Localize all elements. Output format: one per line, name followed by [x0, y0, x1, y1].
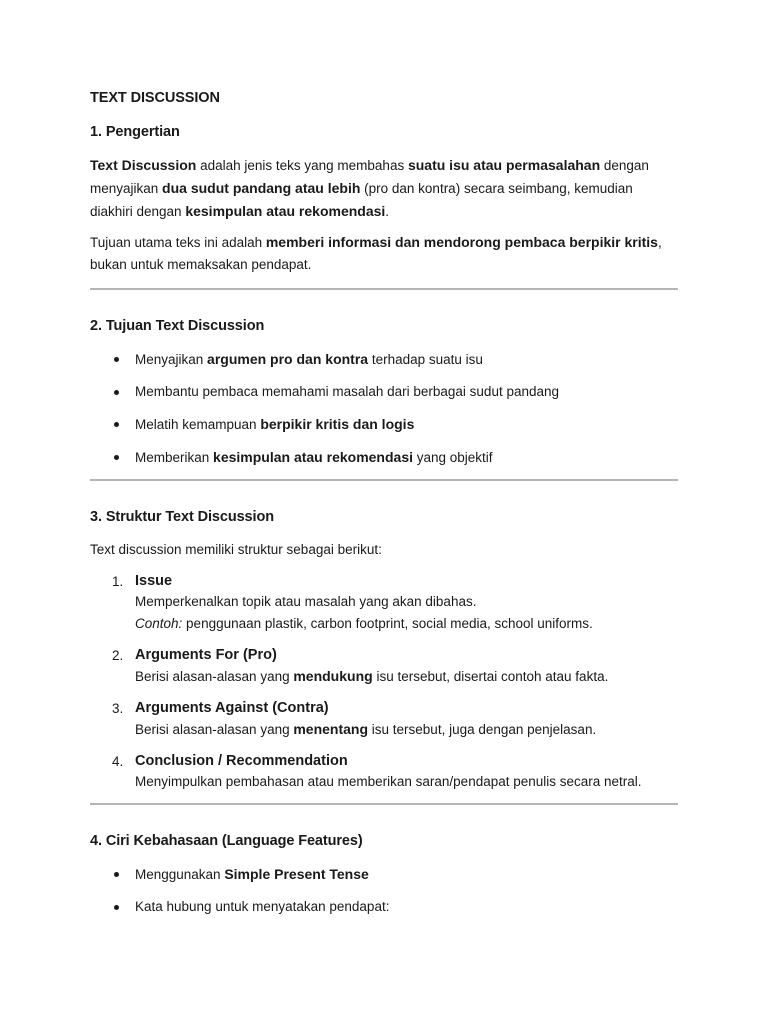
bold-term: kesimpulan atau rekomendasi: [213, 449, 413, 465]
text-run: dengan menyajikan: [90, 158, 649, 196]
bold-term: Simple Present Tense: [224, 866, 369, 882]
text-run: Membantu pembaca memahami masalah dari berbagai sudut pandang: [135, 384, 560, 399]
bold-term: berpikir kritis dan logis: [260, 416, 415, 432]
step-example: [135, 613, 678, 635]
document-page: [90, 88, 678, 928]
text-run: Kata hubung untuk menyatakan pendapat:: [135, 899, 390, 914]
bold-term: suatu isu atau permasalahan: [407, 157, 601, 173]
text-run: Memberikan: [135, 450, 214, 465]
list-number: 4.: [112, 754, 124, 769]
paragraph-structure-intro: Text discussion memiliki struktur sebagai berikut:: [90, 542, 382, 557]
step-description: Memperkenalkan topik atau masalah yang akan dibahas.: [135, 594, 477, 609]
bullet-icon: [114, 422, 119, 427]
section-heading-pengertian: 1. Pengertian: [90, 124, 180, 140]
bullet-icon: [114, 390, 119, 395]
text-run: (pro dan kontra) secara seimbang, kemudian diakhiri dengan: [90, 181, 633, 219]
bullet-list-ciri: [90, 863, 678, 918]
step-description: [135, 665, 678, 688]
text-run: Menyajikan: [135, 352, 208, 367]
text-run: .: [385, 204, 390, 219]
bullet-icon: [114, 357, 119, 362]
step-title: Issue: [135, 573, 173, 589]
list-item: [90, 381, 678, 403]
step-title: Arguments Against (Contra): [135, 700, 329, 716]
text-run: Melatih kemampuan: [135, 417, 261, 432]
text-run: isu tersebut, juga dengan penjelasan.: [368, 722, 597, 737]
bold-term: Text Discussion: [90, 157, 197, 173]
horizontal-divider: [90, 803, 678, 805]
bullet-icon: [114, 455, 119, 460]
text-run: terhadap suatu isu: [368, 352, 483, 367]
list-item: [90, 645, 678, 688]
bullet-list-tujuan: [90, 348, 678, 469]
paragraph-definition: [90, 154, 678, 223]
bold-term: argumen pro dan kontra: [207, 351, 369, 367]
list-item: [90, 413, 678, 436]
text-run: Berisi alasan-alasan yang: [135, 669, 294, 684]
text-run: Tujuan utama teks ini adalah: [90, 235, 266, 250]
example-label: Contoh:: [135, 616, 183, 631]
list-item: [90, 896, 678, 918]
list-number: 1.: [112, 574, 124, 589]
text-run: Berisi alasan-alasan yang: [135, 722, 294, 737]
horizontal-divider: [90, 479, 678, 481]
text-run: , bukan untuk memaksakan pendapat.: [90, 235, 662, 272]
text-run: adalah jenis teks yang membahas: [196, 158, 408, 173]
list-item: [90, 751, 678, 793]
step-title: Arguments For (Pro): [135, 647, 277, 663]
bold-term: memberi informasi dan mendorong pembaca berpikir kritis: [265, 234, 658, 250]
document-title: TEXT DISCUSSION: [90, 90, 220, 106]
bold-term: mendukung: [293, 668, 373, 684]
text-run: yang objektif: [413, 450, 493, 465]
text-run: Menggunakan: [135, 867, 225, 882]
step-description: [135, 718, 678, 741]
section-heading-tujuan: 2. Tujuan Text Discussion: [90, 318, 265, 334]
text-run: isu tersebut, disertai contoh atau fakta.: [372, 669, 609, 684]
bullet-icon: [114, 905, 119, 910]
bold-term: dua sudut pandang atau lebih: [162, 180, 361, 196]
step-description: Menyimpulkan pembahasan atau memberikan saran/pendapat penulis secara netral.: [135, 774, 642, 789]
step-title: Conclusion / Recommendation: [135, 753, 348, 769]
bold-term: kesimpulan atau rekomendasi: [185, 203, 386, 219]
list-item: [90, 698, 678, 741]
list-number: 3.: [112, 701, 124, 716]
list-item: [90, 571, 678, 635]
text-run: penggunaan plastik, carbon footprint, social media, school uniforms.: [182, 616, 593, 631]
paragraph-purpose: [90, 231, 678, 276]
list-item: [90, 863, 678, 886]
bullet-icon: [114, 872, 119, 877]
section-heading-struktur: 3. Struktur Text Discussion: [90, 509, 274, 525]
horizontal-divider: [90, 288, 678, 290]
list-item: [90, 348, 678, 371]
numbered-list-struktur: [90, 571, 678, 793]
list-number: 2.: [112, 648, 124, 663]
list-item: [90, 446, 678, 469]
section-heading-ciri-kebahasaan: 4. Ciri Kebahasaan (Language Features): [90, 833, 363, 849]
bold-term: menentang: [293, 721, 369, 737]
